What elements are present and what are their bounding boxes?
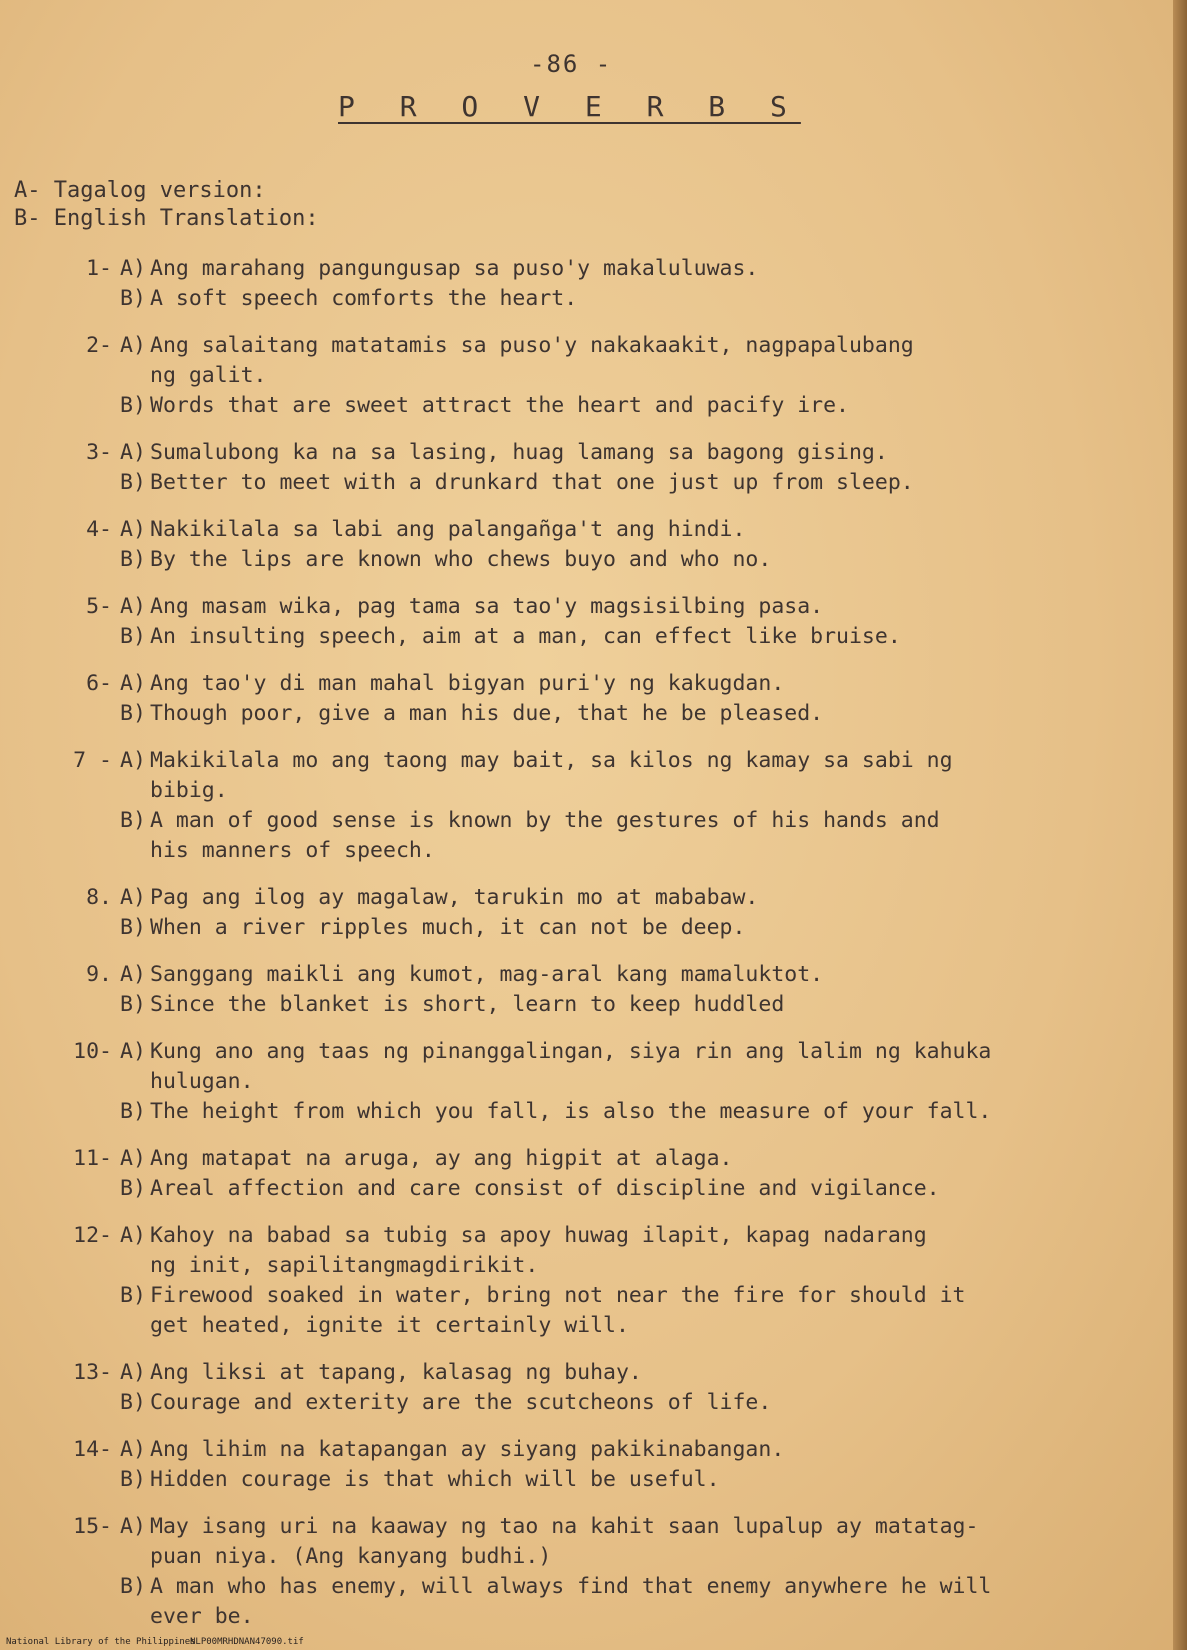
english-text: An insulting speech, aim at a man, can effect like bruise.	[150, 624, 901, 649]
proverb-entry	[0, 592, 1170, 652]
marker-b: B)	[120, 915, 146, 940]
english-text: A soft speech comforts the heart.	[150, 286, 578, 311]
marker-b: B)	[120, 624, 146, 649]
tagalog-text: Ang lihim na katapangan ay siyang pakikinabangan.	[150, 1437, 785, 1462]
legend	[14, 177, 319, 233]
tagalog-line	[0, 883, 1170, 913]
english-text: Areal affection and care consist of discipline and vigilance.	[150, 1176, 940, 1201]
english-text: Words that are sweet attract the heart and pacify ire.	[150, 393, 849, 418]
tagalog-line	[0, 592, 1170, 622]
english-continuation: get heated, ignite it certainly will.	[150, 1313, 629, 1338]
footer-file-id: NLP00MRHDNAN47090.tif	[190, 1637, 304, 1647]
tagalog-text: Pag ang ilog ay magalaw, tarukin mo at mababaw.	[150, 885, 759, 910]
english-continuation: his manners of speech.	[150, 838, 435, 863]
proverb-number: 5-	[86, 594, 112, 619]
proverb-entry	[0, 1221, 1170, 1341]
english-line	[0, 545, 1170, 575]
tagalog-continuation: puan niya. (Ang kanyang budhi.)	[150, 1544, 552, 1569]
tagalog-text: Makikilala mo ang taong may bait, sa kilos ng kamay sa sabi ng	[150, 748, 953, 773]
proverb-entry	[0, 1435, 1170, 1495]
proverb-entry	[0, 1358, 1170, 1418]
english-line	[0, 1465, 1170, 1495]
marker-b: B)	[120, 1467, 146, 1492]
marker-a: A)	[120, 1437, 146, 1462]
marker-b: B)	[120, 1099, 146, 1124]
marker-a: A)	[120, 748, 146, 773]
marker-a: A)	[120, 1146, 146, 1171]
tagalog-text: Sumalubong ka na sa lasing, huag lamang sa bagong gising.	[150, 440, 888, 465]
proverb-entry	[0, 515, 1170, 575]
proverb-number: 15-	[73, 1514, 112, 1539]
tagalog-continuation: ng galit.	[150, 363, 267, 388]
tagalog-line	[0, 960, 1170, 990]
marker-b: B)	[120, 1283, 146, 1308]
proverb-number: 3-	[86, 440, 112, 465]
marker-b: B)	[120, 1390, 146, 1415]
proverb-entry	[0, 254, 1170, 314]
english-line	[0, 1388, 1170, 1418]
page-edge	[1173, 0, 1187, 1650]
proverb-number: 14-	[73, 1437, 112, 1462]
english-line	[0, 1281, 1170, 1311]
legend-tagalog: A- Tagalog version:	[14, 178, 266, 203]
tagalog-continuation: ng init, sapilitangmagdirikit.	[150, 1253, 539, 1278]
proverb-list	[0, 254, 1170, 1649]
tagalog-text: Ang salaitang matatamis sa puso'y nakakaakit, nagpapalubang	[150, 333, 914, 358]
english-line	[0, 1174, 1170, 1204]
proverb-number: 7 -	[73, 748, 112, 773]
english-line	[0, 391, 1170, 421]
english-text: The height from which you fall, is also the measure of your fall.	[150, 1099, 992, 1124]
marker-a: A)	[120, 594, 146, 619]
english-text: A man of good sense is known by the gestures of his hands and	[150, 808, 940, 833]
english-line	[0, 806, 1170, 836]
marker-a: A)	[120, 1514, 146, 1539]
footer-library: National Library of the Philippines	[6, 1637, 196, 1647]
marker-a: A)	[120, 885, 146, 910]
tagalog-text: Ang masam wika, pag tama sa tao'y magsisilbing pasa.	[150, 594, 824, 619]
english-line	[0, 468, 1170, 498]
marker-a: A)	[120, 962, 146, 987]
english-line	[0, 913, 1170, 943]
tagalog-line	[0, 669, 1170, 699]
proverb-entry	[0, 1512, 1170, 1632]
english-text: Hidden courage is that which will be useful.	[150, 1467, 720, 1492]
proverb-number: 6-	[86, 671, 112, 696]
marker-b: B)	[120, 992, 146, 1017]
tagalog-line	[0, 438, 1170, 468]
proverb-entry	[0, 438, 1170, 498]
tagalog-continuation: hulugan.	[150, 1069, 254, 1094]
tagalog-line	[0, 331, 1170, 361]
tagalog-line	[0, 1358, 1170, 1388]
tagalog-text: Kahoy na babad sa tubig sa apoy huwag ilapit, kapag nadarang	[150, 1223, 927, 1248]
english-line	[0, 284, 1170, 314]
proverb-entry	[0, 883, 1170, 943]
tagalog-text: May isang uri na kaaway ng tao na kahit saan lupalup ay matatag-	[150, 1514, 979, 1539]
tagalog-line	[0, 515, 1170, 545]
marker-a: A)	[120, 1223, 146, 1248]
english-text: When a river ripples much, it can not be deep.	[150, 915, 746, 940]
tagalog-text: Kung ano ang taas ng pinanggalingan, siya rin ang lalim ng kahuka	[150, 1039, 992, 1064]
tagalog-line	[0, 746, 1170, 776]
marker-b: B)	[120, 808, 146, 833]
marker-b: B)	[120, 701, 146, 726]
tagalog-line	[0, 1037, 1170, 1067]
english-text: Courage and exterity are the scutcheons of life.	[150, 1390, 772, 1415]
marker-b: B)	[120, 1574, 146, 1599]
tagalog-text: Ang marahang pangungusap sa puso'y makaluluwas.	[150, 256, 759, 281]
marker-a: A)	[120, 1039, 146, 1064]
english-text: Firewood soaked in water, bring not near the fire for should it	[150, 1283, 966, 1308]
marker-b: B)	[120, 393, 146, 418]
proverb-number: 1-	[86, 256, 112, 281]
marker-b: B)	[120, 1176, 146, 1201]
english-text: A man who has enemy, will always find that enemy anywhere he will	[150, 1574, 992, 1599]
page-number: -86 -	[530, 50, 613, 78]
proverb-number: 8.	[86, 885, 112, 910]
english-text: Better to meet with a drunkard that one just up from sleep.	[150, 470, 914, 495]
proverb-number: 2-	[86, 333, 112, 358]
english-text: Though poor, give a man his due, that he be pleased.	[150, 701, 824, 726]
proverb-number: 9.	[86, 962, 112, 987]
marker-b: B)	[120, 470, 146, 495]
tagalog-line	[0, 1512, 1170, 1542]
marker-a: A)	[120, 440, 146, 465]
proverb-entry	[0, 331, 1170, 421]
proverb-entry	[0, 669, 1170, 729]
legend-english: B- English Translation:	[14, 206, 319, 231]
english-text: Since the blanket is short, learn to keep huddled	[150, 992, 785, 1017]
tagalog-text: Ang liksi at tapang, kalasag ng buhay.	[150, 1360, 642, 1385]
english-line	[0, 622, 1170, 652]
proverb-entry	[0, 960, 1170, 1020]
tagalog-text: Sanggang maikli ang kumot, mag-aral kang mamaluktot.	[150, 962, 824, 987]
tagalog-line	[0, 1144, 1170, 1174]
english-line	[0, 699, 1170, 729]
marker-a: A)	[120, 1360, 146, 1385]
marker-a: A)	[120, 333, 146, 358]
marker-a: A)	[120, 517, 146, 542]
proverb-entry	[0, 1037, 1170, 1127]
marker-a: A)	[120, 671, 146, 696]
marker-a: A)	[120, 256, 146, 281]
english-continuation: ever be.	[150, 1604, 254, 1629]
tagalog-continuation: bibig.	[150, 778, 228, 803]
proverb-entry	[0, 746, 1170, 866]
proverb-number: 4-	[86, 517, 112, 542]
proverb-number: 12-	[73, 1223, 112, 1248]
english-line	[0, 1572, 1170, 1602]
proverb-entry	[0, 1144, 1170, 1204]
english-line	[0, 990, 1170, 1020]
tagalog-line	[0, 1435, 1170, 1465]
english-text: By the lips are known who chews buyo and who no.	[150, 547, 772, 572]
tagalog-line	[0, 1221, 1170, 1251]
proverb-number: 10-	[73, 1039, 112, 1064]
tagalog-text: Ang matapat na aruga, ay ang higpit at alaga.	[150, 1146, 733, 1171]
marker-b: B)	[120, 547, 146, 572]
proverb-number: 13-	[73, 1360, 112, 1385]
tagalog-text: Nakikilala sa labi ang palangañga't ang hindi.	[150, 517, 746, 542]
marker-b: B)	[120, 286, 146, 311]
page-title: P R O V E R B S	[338, 90, 801, 123]
proverb-number: 11-	[73, 1146, 112, 1171]
tagalog-text: Ang tao'y di man mahal bigyan puri'y ng kakugdan.	[150, 671, 785, 696]
tagalog-line	[0, 254, 1170, 284]
english-line	[0, 1097, 1170, 1127]
